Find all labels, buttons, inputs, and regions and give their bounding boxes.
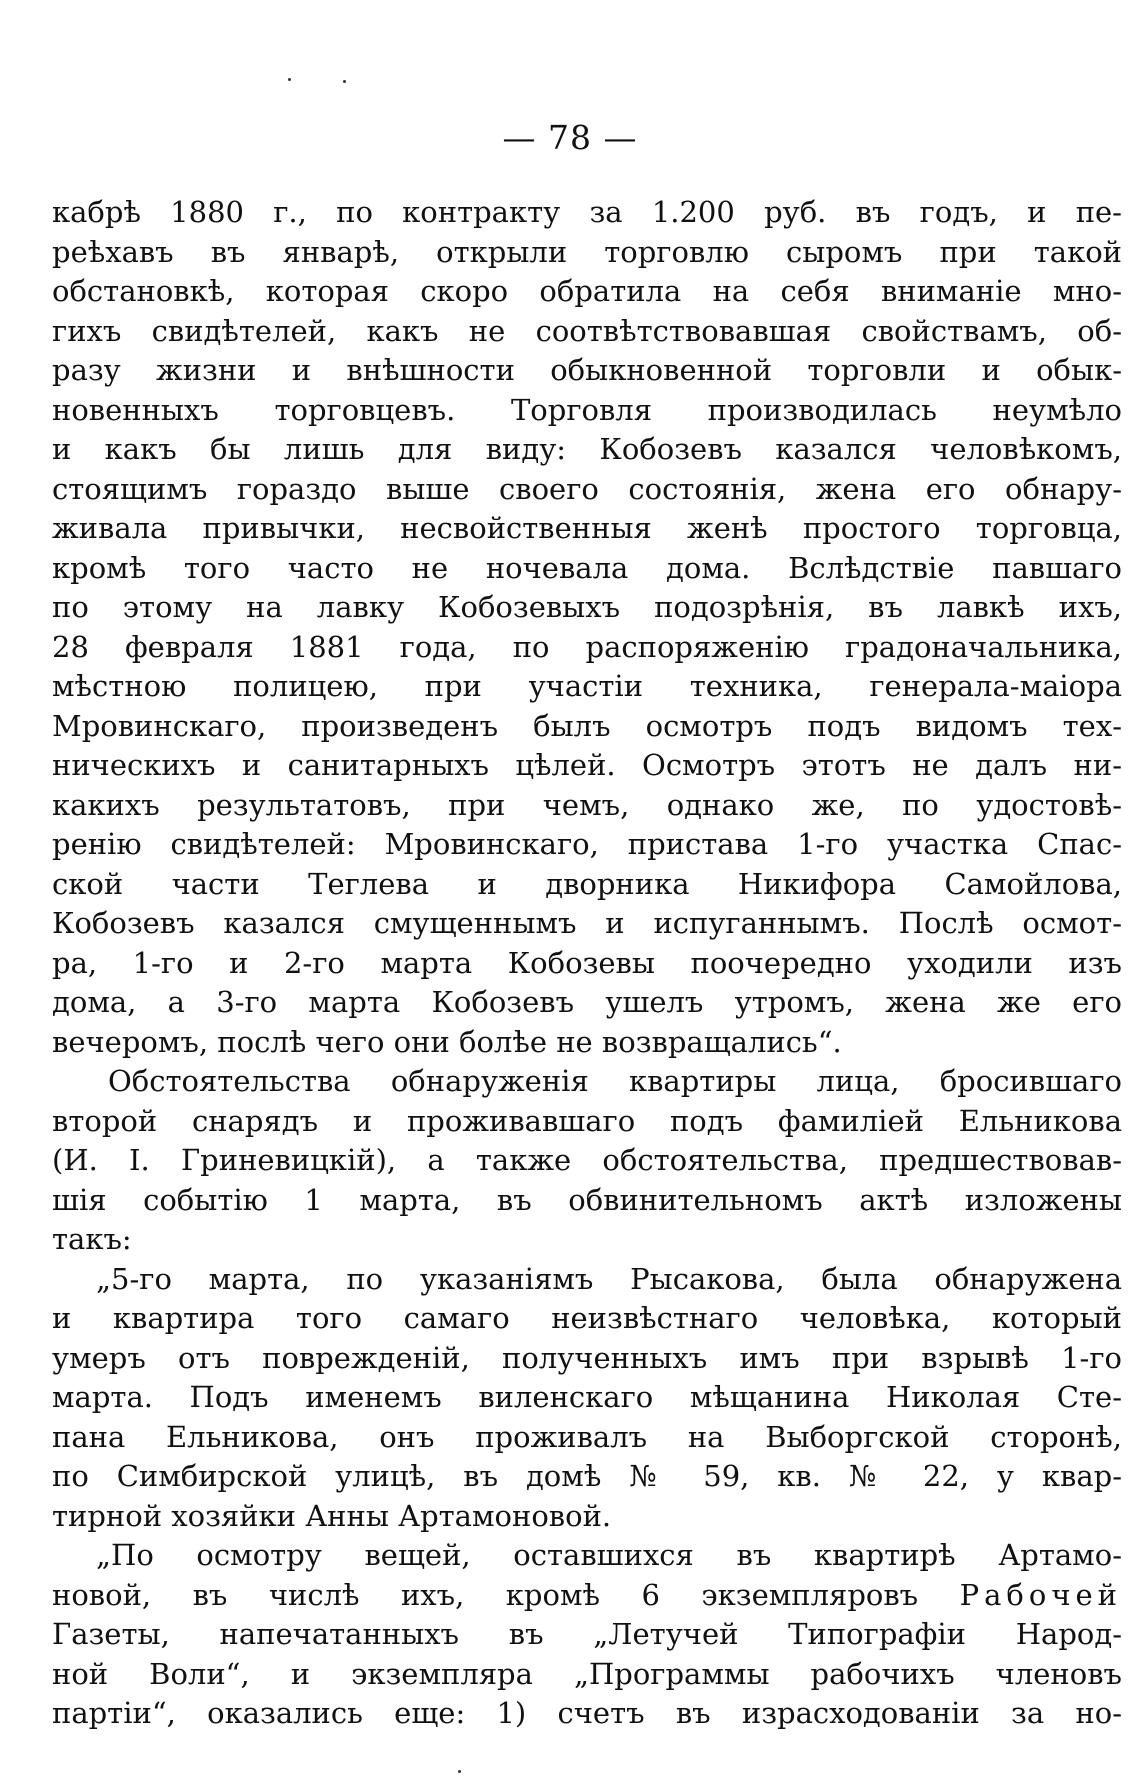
text-line-part: новой, въ числѣ ихъ, кромѣ 6 экземпляровъ	[52, 1577, 919, 1612]
text-line: 28 февраля 1881 года, по распоряженію градоначальника,	[52, 629, 1122, 664]
text-line: кромѣ того часто не ночевала дома. Вслѣдствіе павшаго	[52, 550, 1122, 585]
text-line: ра, 1-го и 2-го марта Кобозевы поочередно уходили изъ	[52, 945, 1122, 980]
text-line: Кобозевъ казался смущеннымъ и испуганнымъ. Послѣ осмот-	[52, 906, 1122, 940]
text-line: „По осмотру вещей, оставшихся въ квартирѣ Артамо-	[96, 1538, 1122, 1572]
text-line: ской части Теглева и дворника Никифора Самойлова,	[52, 866, 1122, 901]
scan-speck	[458, 1770, 461, 1773]
text-line-part: Рабочей	[959, 1577, 1123, 1612]
text-line: по этому на лавку Кобозевыхъ подозрѣнія, въ лавкѣ ихъ,	[52, 590, 1122, 624]
text-line: разу жизни и внѣшности обыкновенной торговли и обык-	[52, 353, 1122, 387]
text-line: обстановкѣ, которая скоро обратила на себя вниманіе мно-	[52, 274, 1122, 308]
text-line: ренію свидѣтелей: Мровинскаго, пристава 1-го участка Спас-	[52, 827, 1122, 861]
text-line: кабрѣ 1880 г., по контракту за 1.200 руб. въ годъ, и пе-	[52, 195, 1122, 229]
text-line: умеръ отъ поврежденій, полученныхъ имъ при взрывѣ 1-го	[52, 1340, 1122, 1375]
text-line: партіи“, оказались еще: 1) счетъ въ израсходованіи за но-	[52, 1696, 1122, 1730]
text-line: реѣхавъ въ январѣ, открыли торговлю сыромъ при такой	[52, 234, 1122, 269]
page-number: — 78 —	[502, 118, 638, 157]
text-line: пана Ельникова, онъ проживалъ на Выборгской сторонѣ,	[52, 1419, 1122, 1454]
text-line: Обстоятельства обнаруженія квартиры лица, бросившаго	[108, 1064, 1122, 1098]
text-line: Мровинскаго, произведенъ былъ осмотръ подъ видомъ тех-	[52, 708, 1122, 743]
text-line: ническихъ и санитарныхъ цѣлей. Осмотръ этотъ не далъ ни-	[52, 748, 1122, 782]
text-line: вечеромъ, послѣ чего они болѣе не возвращались“.	[52, 1024, 842, 1059]
text-line: по Симбирской улицѣ, въ домѣ № 59, кв. № 22, у квар-	[52, 1459, 1122, 1493]
text-line: „5-го марта, по указаніямъ Рысакова, была обнаружена	[96, 1261, 1122, 1296]
text-line: мѣстною полицею, при участіи техника, генерала-маіора	[52, 669, 1122, 703]
text-line: новенныхъ торговцевъ. Торговля производилась неумѣло	[52, 392, 1122, 427]
scan-speck	[343, 80, 346, 83]
text-line: такъ:	[52, 1222, 132, 1256]
text-line	[52, 1576, 1122, 1616]
text-line: стоящимъ гораздо выше своего состоянія, жена его обнару-	[52, 471, 1122, 506]
text-line: гихъ свидѣтелей, какъ не соотвѣтствовавшая свойствамъ, об-	[52, 313, 1122, 348]
text-line: и квартира того самаго неизвѣстнаго человѣка, который	[52, 1301, 1122, 1335]
text-line: дома, а 3-го марта Кобозевъ ушелъ утромъ, жена же его	[52, 985, 1122, 1019]
text-line: и какъ бы лишь для виду: Кобозевъ казался человѣкомъ,	[52, 432, 1122, 466]
text-line: живала привычки, несвойственныя женѣ простого торговца,	[52, 511, 1122, 545]
text-line: шія событію 1 марта, въ обвинительномъ актѣ изложены	[52, 1182, 1122, 1217]
text-line: второй снарядъ и проживавшаго подъ фамиліей Ельникова	[52, 1103, 1122, 1138]
text-line: ной Воли“, и экземпляра „Программы рабочихъ членовъ	[52, 1656, 1122, 1691]
scan-speck	[288, 78, 291, 81]
text-line: (И. І. Гриневицкій), а также обстоятельства, предшествовав-	[52, 1143, 1122, 1177]
body-text	[52, 193, 1122, 1734]
text-line: тирной хозяйки Анны Артамоновой.	[52, 1498, 612, 1533]
text-line: марта. Подъ именемъ виленскаго мѣщанина Николая Сте-	[52, 1380, 1122, 1414]
text-line: Газеты, напечатанныхъ въ „Летучей Типографіи Народ-	[52, 1617, 1122, 1651]
text-line: какихъ результатовъ, при чемъ, однако же, по удостовѣ-	[52, 787, 1122, 822]
